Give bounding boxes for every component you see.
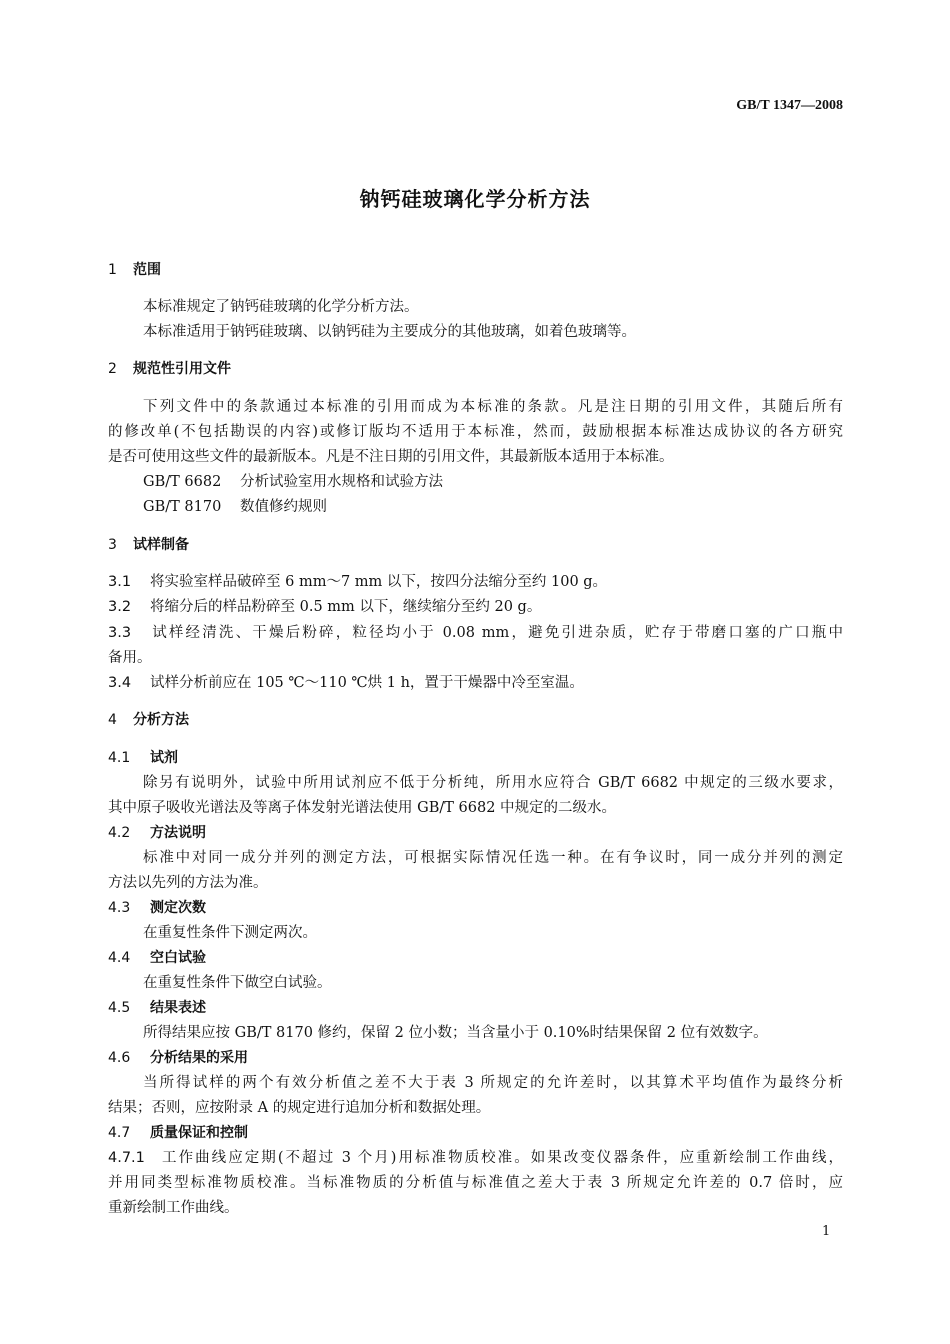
section-3-heading [108, 535, 189, 555]
clause-number: 3.4 [108, 675, 132, 691]
reference-name: 分析试验室用水规格和试验方法 [240, 474, 443, 490]
section-title: 试样制备 [133, 537, 189, 553]
page-title: 钠钙硅玻璃化学分析方法 [359, 187, 591, 211]
section-1-heading [108, 260, 161, 280]
subsection-4-1-heading [108, 748, 178, 768]
subsection-number: 4.5 [108, 1000, 131, 1016]
clause-number: 4.7.1 [108, 1150, 145, 1166]
paragraph-line: 结果；否则，应按附录 A 的规定进行追加分析和数据处理。 [108, 1100, 491, 1116]
section-4-heading [108, 710, 189, 730]
paragraph-line: 方法以先列的方法为准。 [108, 875, 268, 891]
subsection-number: 4.4 [108, 950, 131, 966]
paragraph-line: 下列文件中的条款通过本标准的引用而成为本标准的条款。凡是注日期的引用文件，其随后所有 [143, 399, 843, 415]
page-number: 1 [822, 1224, 831, 1239]
reference-name: 数值修约规则 [240, 499, 327, 515]
section-number: 2 [108, 361, 117, 377]
subsection-number: 4.3 [108, 900, 131, 916]
section-number: 4 [108, 712, 117, 728]
subsection-title: 结果表述 [150, 1000, 206, 1016]
subsection-title: 质量保证和控制 [150, 1125, 248, 1141]
subsection-title: 空白试验 [150, 950, 206, 966]
subsection-number: 4.2 [108, 825, 131, 841]
subsection-number: 4.7 [108, 1125, 131, 1141]
clause-3-1 [108, 572, 607, 592]
paragraph-line: 并用同类型标准物质校准。当标准物质的分析值与标准值之差大于表 3 所规定允许差的 0.7 倍时，应 [108, 1175, 843, 1191]
reference-code: GB/T 6682 [143, 474, 222, 490]
paragraph-line: 是否可使用这些文件的最新版本。凡是不注日期的引用文件，其最新版本适用于本标准。 [108, 449, 674, 465]
subsection-title: 试剂 [150, 750, 178, 766]
subsection-number: 4.1 [108, 750, 131, 766]
clause-text: 将实验室样品破碎至 6 mm～7 mm 以下，按四分法缩分至约 100 g。 [150, 574, 608, 590]
subsection-title: 分析结果的采用 [150, 1050, 248, 1066]
section-title: 范围 [133, 262, 161, 278]
subsection-4-6-heading [108, 1048, 248, 1068]
paragraph-line: 其中原子吸收光谱法及等离子体发射光谱法使用 GB/T 6682 中规定的二级水。 [108, 800, 617, 816]
section-title: 分析方法 [133, 712, 189, 728]
clause-number: 3.2 [108, 599, 132, 615]
clause-3-3 [108, 623, 843, 643]
clause-4-7-1 [108, 1148, 843, 1168]
paragraph-line: 在重复性条件下测定两次。 [143, 925, 317, 941]
subsection-4-2-heading [108, 823, 206, 843]
subsection-title: 方法说明 [150, 825, 206, 841]
clause-number: 3.3 [108, 625, 132, 641]
section-2-heading [108, 359, 231, 379]
section-number: 1 [108, 262, 117, 278]
subsection-4-5-heading [108, 998, 206, 1018]
paragraph-line: 除另有说明外，试验中所用试剂应不低于分析纯，所用水应符合 GB/T 6682 中规定的三级水要求， [143, 775, 843, 791]
clause-text-line: 备用。 [108, 650, 152, 666]
reference-item [143, 472, 443, 492]
subsection-title: 测定次数 [150, 900, 206, 916]
subsection-4-3-heading [108, 898, 206, 918]
paragraph-line: 标准中对同一成分并列的测定方法，可根据实际情况任选一种。在有争议时，同一成分并列的测定 [143, 850, 843, 866]
section-title: 规范性引用文件 [133, 361, 231, 377]
section-number: 3 [108, 537, 117, 553]
paragraph-line: 重新绘制工作曲线。 [108, 1200, 239, 1216]
reference-code: GB/T 8170 [143, 499, 222, 515]
clause-text: 工作曲线应定期(不超过 3 个月)用标准物质校准。如果改变仪器条件，应重新绘制工作曲线， [160, 1150, 843, 1166]
clause-3-4 [108, 673, 584, 693]
clause-text: 试样分析前应在 105 ℃～110 ℃烘 1 h，置于干燥器中冷至室温。 [150, 675, 584, 691]
clause-text: 将缩分后的样品粉碎至 0.5 mm 以下，继续缩分至约 20 g。 [150, 599, 542, 615]
subsection-number: 4.6 [108, 1050, 131, 1066]
clause-number: 3.1 [108, 574, 132, 590]
paragraph-line: 的修改单(不包括勘误的内容)或修订版均不适用于本标准，然而，鼓励根据本标准达成协议的各方研究 [108, 424, 843, 440]
paragraph-line: 当所得试样的两个有效分析值之差不大于表 3 所规定的允许差时，以其算术平均值作为最终分析 [143, 1075, 843, 1091]
subsection-4-7-heading [108, 1123, 248, 1143]
paragraph-line: 所得结果应按 GB/T 8170 修约，保留 2 位小数；当含量小于 0.10%时结果保留 2 位有效数字。 [143, 1025, 768, 1041]
standard-code: GB/T 1347—2008 [736, 98, 843, 113]
reference-item [143, 497, 327, 517]
paragraph: 本标准适用于钠钙硅玻璃、以钠钙硅为主要成分的其他玻璃，如着色玻璃等。 [143, 324, 636, 340]
paragraph-line: 在重复性条件下做空白试验。 [143, 975, 332, 991]
subsection-4-4-heading [108, 948, 206, 968]
clause-text: 试样经清洗、干燥后粉碎，粒径均小于 0.08 mm，避免引进杂质，贮存于带磨口塞的广口瓶中 [150, 625, 843, 641]
clause-3-2 [108, 597, 541, 617]
paragraph: 本标准规定了钠钙硅玻璃的化学分析方法。 [143, 299, 419, 315]
